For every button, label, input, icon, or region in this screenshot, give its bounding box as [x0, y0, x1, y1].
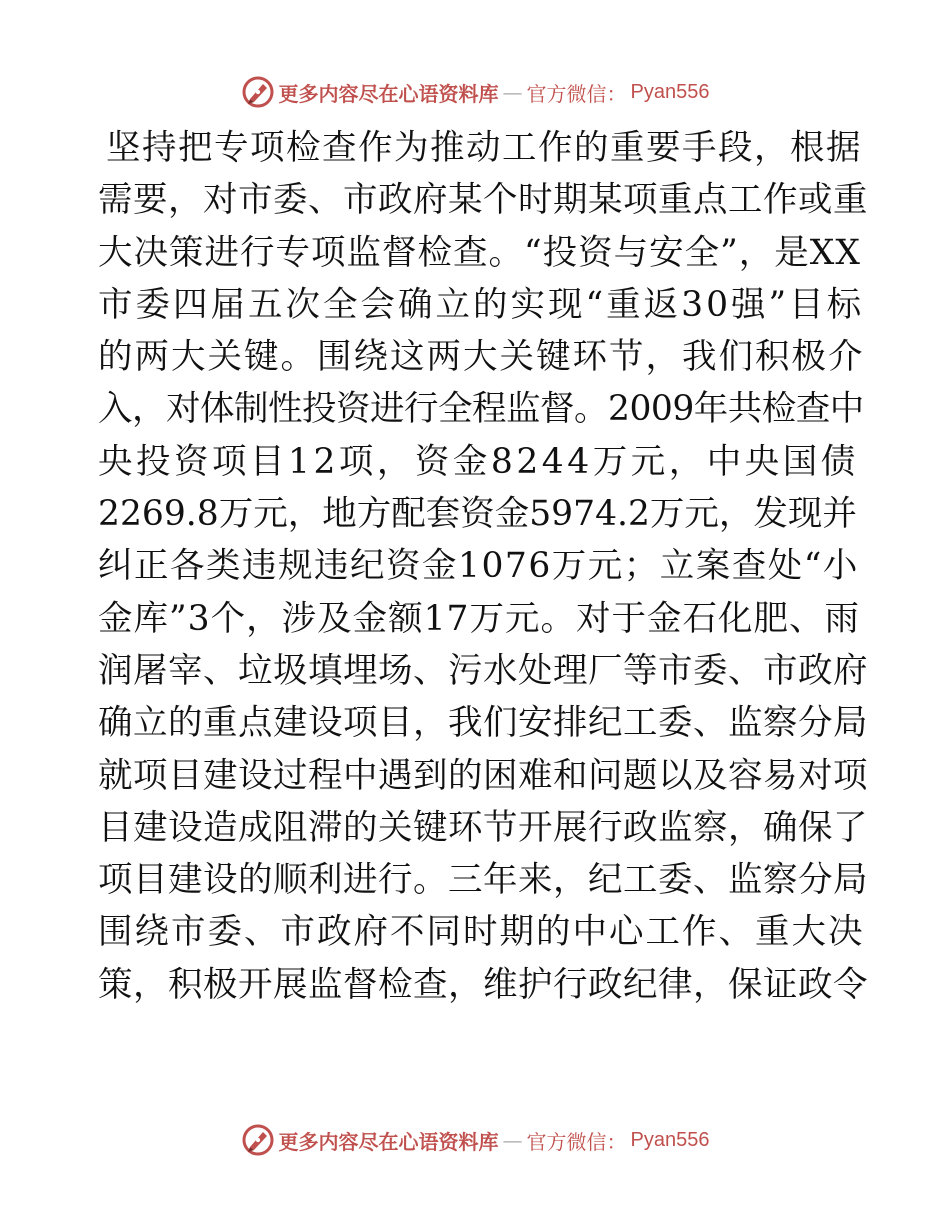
pen-circle-logo-icon [241, 75, 275, 109]
pen-circle-logo-icon [241, 1123, 275, 1157]
text-line: 金库”3个，涉及金额17万元。对于金石化肥、雨 [98, 598, 860, 639]
text-line: 2269.8万元，地方配套资金5974.2万元，发现并 [98, 494, 857, 535]
text-line: 入，对体制性投资进行全程监督。2009年共检查中 [98, 389, 864, 430]
text-line: 项目建设的顺利进行。三年来，纪工委、监察分局 [98, 860, 868, 901]
text-line: 围绕市委、市政府不同时期的中心工作、重大决 [98, 912, 865, 953]
text-line: 的两大关键。围绕这两大关键环节，我们积极介 [98, 337, 865, 378]
watermark-wechat-label: 官方微信： [526, 1129, 627, 1154]
text-line: 需要，对市委、市政府某个时期某项重点工作或重 [98, 180, 868, 221]
footer-watermark [0, 1120, 950, 1160]
watermark-brand: 更多内容尽在心语资料库 [278, 81, 499, 106]
text-line: 就项目建设过程中遇到的困难和问题以及容易对项 [98, 755, 868, 796]
header-watermark [0, 72, 950, 112]
watermark-wechat-label: 官方微信： [526, 81, 627, 106]
watermark-brand: 更多内容尽在心语资料库 [278, 1129, 499, 1154]
body-text [98, 122, 868, 1011]
text-line: 策，积极开展监督检查，维护行政纪律，保证政令 [98, 964, 868, 1005]
text-line: 确立的重点建设项目，我们安排纪工委、监察分局 [98, 703, 868, 744]
watermark-dash: — [502, 1128, 523, 1152]
watermark-wechat-id: Pyan556 [630, 1128, 710, 1151]
watermark-wechat-id: Pyan556 [630, 80, 710, 103]
text-line: 纠正各类违规违纪资金1076万元；立案查处“小 [98, 546, 859, 587]
text-line: 坚持把专项检查作为推动工作的重要手段，根据 [106, 128, 862, 168]
text-line: 市委四届五次全会确立的实现“重返30强”目标 [98, 284, 865, 325]
text-line: 润屠宰、垃圾填埋场、污水处理厂等市委、市政府 [98, 650, 868, 691]
watermark-dash: — [502, 80, 523, 104]
text-line: 央投资项目12项，资金8244万元，中央国债 [98, 441, 859, 482]
text-line: 大决策进行专项监督检查。“投资与安全”，是XX [98, 232, 861, 273]
text-line: 目建设造成阻滞的关键环节开展行政监察，确保了 [98, 807, 868, 848]
